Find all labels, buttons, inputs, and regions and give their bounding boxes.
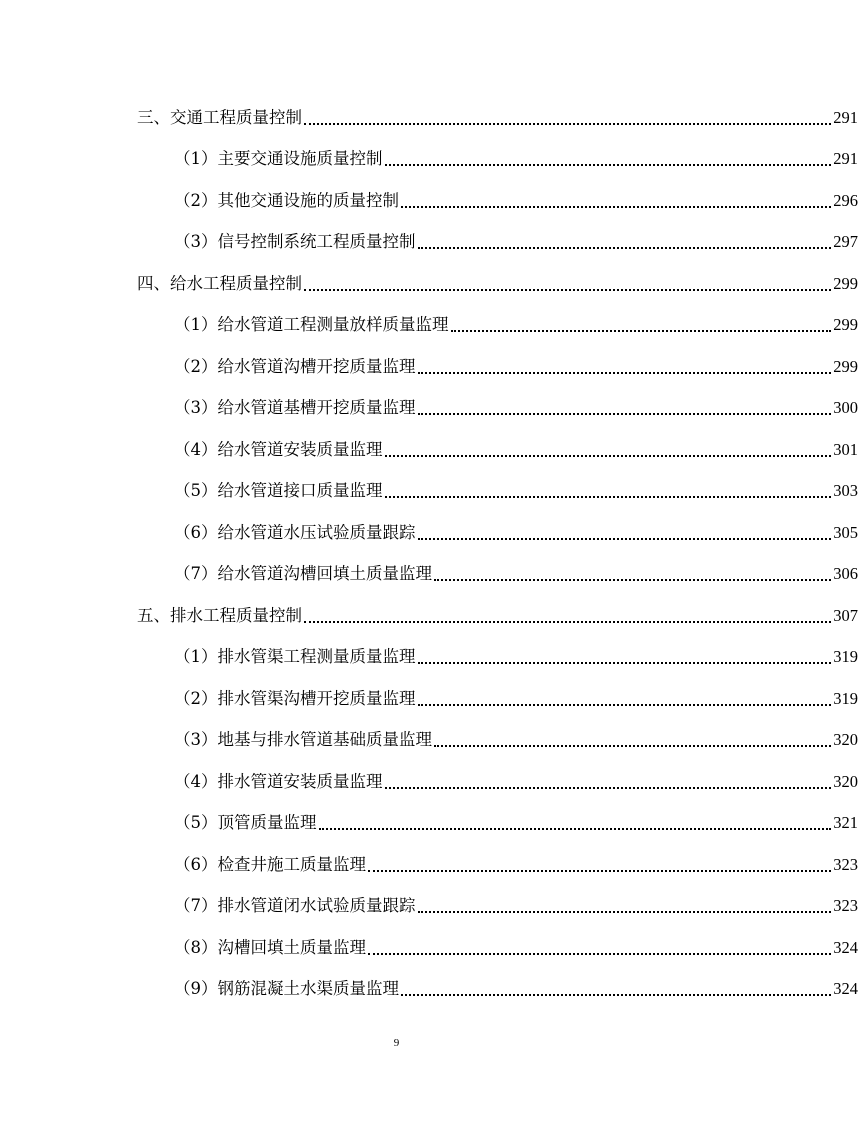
toc-entry-page: 324 [833,937,858,957]
toc-entry-page: 323 [833,896,858,915]
toc-dot-leader [418,691,832,707]
toc-entry-title: （3）地基与排水管道基础质量监理 [174,730,432,749]
toc-subsection-entry [0,886,858,928]
toc-dot-leader [418,359,832,375]
toc-subsection-entry [0,720,858,762]
toc-dot-leader [368,940,831,956]
toc-dot-leader [434,566,831,582]
toc-entry-title: （3）信号控制系统工程质量控制 [174,232,416,251]
toc-dot-leader [385,151,832,167]
toc-dot-leader [304,608,831,624]
toc-entry-page: 321 [833,813,858,832]
toc-entry-title: 五、排水工程质量控制 [137,605,302,625]
toc-entry-page: 291 [833,107,858,127]
toc-entry-page: 299 [833,356,858,376]
toc-subsection-entry [0,429,858,471]
toc-dot-leader [418,649,832,665]
toc-entry-title: （8）沟槽回填土质量监理 [174,937,366,957]
toc-entry-page: 301 [833,439,858,459]
toc-entry-title: （5）给水管道接口质量监理 [174,481,383,500]
toc-subsection-entry [0,222,858,264]
toc-section-entry [0,595,858,637]
toc-subsection-entry [0,346,858,388]
toc-entry-title: （4）排水管道安装质量监理 [174,771,383,791]
toc-dot-leader [434,732,831,748]
toc-subsection-entry [0,678,858,720]
toc-dot-leader [319,815,832,831]
toc-entry-title: 三、交通工程质量控制 [137,107,302,127]
toc-subsection-entry [0,388,858,430]
page-number: 9 [393,1037,400,1049]
toc-subsection-entry [0,554,858,596]
toc-entry-page: 296 [833,190,858,210]
toc-subsection-entry [0,969,858,1011]
toc-entry-page: 305 [833,522,858,542]
toc-dot-leader [418,525,832,541]
toc-subsection-entry [0,761,858,803]
toc-entry-page: 299 [833,273,858,293]
toc-entry-title: （6）给水管道水压试验质量跟踪 [174,522,416,542]
toc-dot-leader [451,317,832,333]
toc-dot-leader [418,234,832,250]
toc-dot-leader [418,898,832,914]
toc-entry-page: 320 [833,771,858,791]
toc-section-entry [0,263,858,305]
toc-dot-leader [385,442,832,458]
toc-entry-title: （3）给水管道基槽开挖质量监理 [174,398,416,417]
toc-entry-page: 297 [833,232,858,251]
toc-entry-title: （1）给水管道工程测量放样质量监理 [174,315,449,334]
toc-entry-title: （9）钢筋混凝土水渠质量监理 [174,979,399,998]
toc-entry-page: 306 [833,564,858,583]
toc-subsection-entry [0,180,858,222]
toc-entry-title: （6）检查井施工质量监理 [174,854,366,874]
toc-entry-title: 四、给水工程质量控制 [137,273,302,293]
toc-dot-leader [401,193,831,209]
toc-entry-title: （1）排水管渠工程测量质量监理 [174,647,416,666]
toc-subsection-entry [0,305,858,347]
toc-subsection-entry [0,139,858,181]
toc-entry-page: 324 [833,979,858,998]
toc-entry-page: 319 [833,688,858,708]
toc-dot-leader [401,981,831,997]
toc-entry-title: （1）主要交通设施质量控制 [174,149,383,168]
toc-entry-page: 291 [833,149,858,168]
toc-subsection-entry [0,803,858,845]
toc-subsection-entry [0,637,858,679]
table-of-contents [0,97,858,1010]
toc-dot-leader [385,774,832,790]
toc-dot-leader [304,276,831,292]
toc-entry-title: （7）排水管道闭水试验质量跟踪 [174,896,416,915]
toc-entry-page: 320 [833,730,858,749]
toc-entry-title: （2）排水管渠沟槽开挖质量监理 [174,688,416,708]
toc-entry-title: （2）给水管道沟槽开挖质量监理 [174,356,416,376]
toc-entry-page: 319 [833,647,858,666]
toc-entry-title: （5）顶管质量监理 [174,813,317,832]
toc-entry-page: 303 [833,481,858,500]
toc-subsection-entry [0,512,858,554]
toc-entry-page: 323 [833,854,858,874]
toc-entry-title: （4）给水管道安装质量监理 [174,439,383,459]
toc-entry-page: 299 [833,315,858,334]
toc-entry-page: 307 [833,605,858,625]
toc-subsection-entry [0,844,858,886]
toc-subsection-entry [0,471,858,513]
toc-entry-title: （2）其他交通设施的质量控制 [174,190,399,210]
toc-subsection-entry [0,927,858,969]
toc-dot-leader [385,483,832,499]
toc-dot-leader [368,857,831,873]
toc-entry-page: 300 [833,398,858,417]
toc-section-entry [0,97,858,139]
toc-dot-leader [304,110,831,126]
toc-entry-title: （7）给水管道沟槽回填土质量监理 [174,564,432,583]
toc-dot-leader [418,400,832,416]
